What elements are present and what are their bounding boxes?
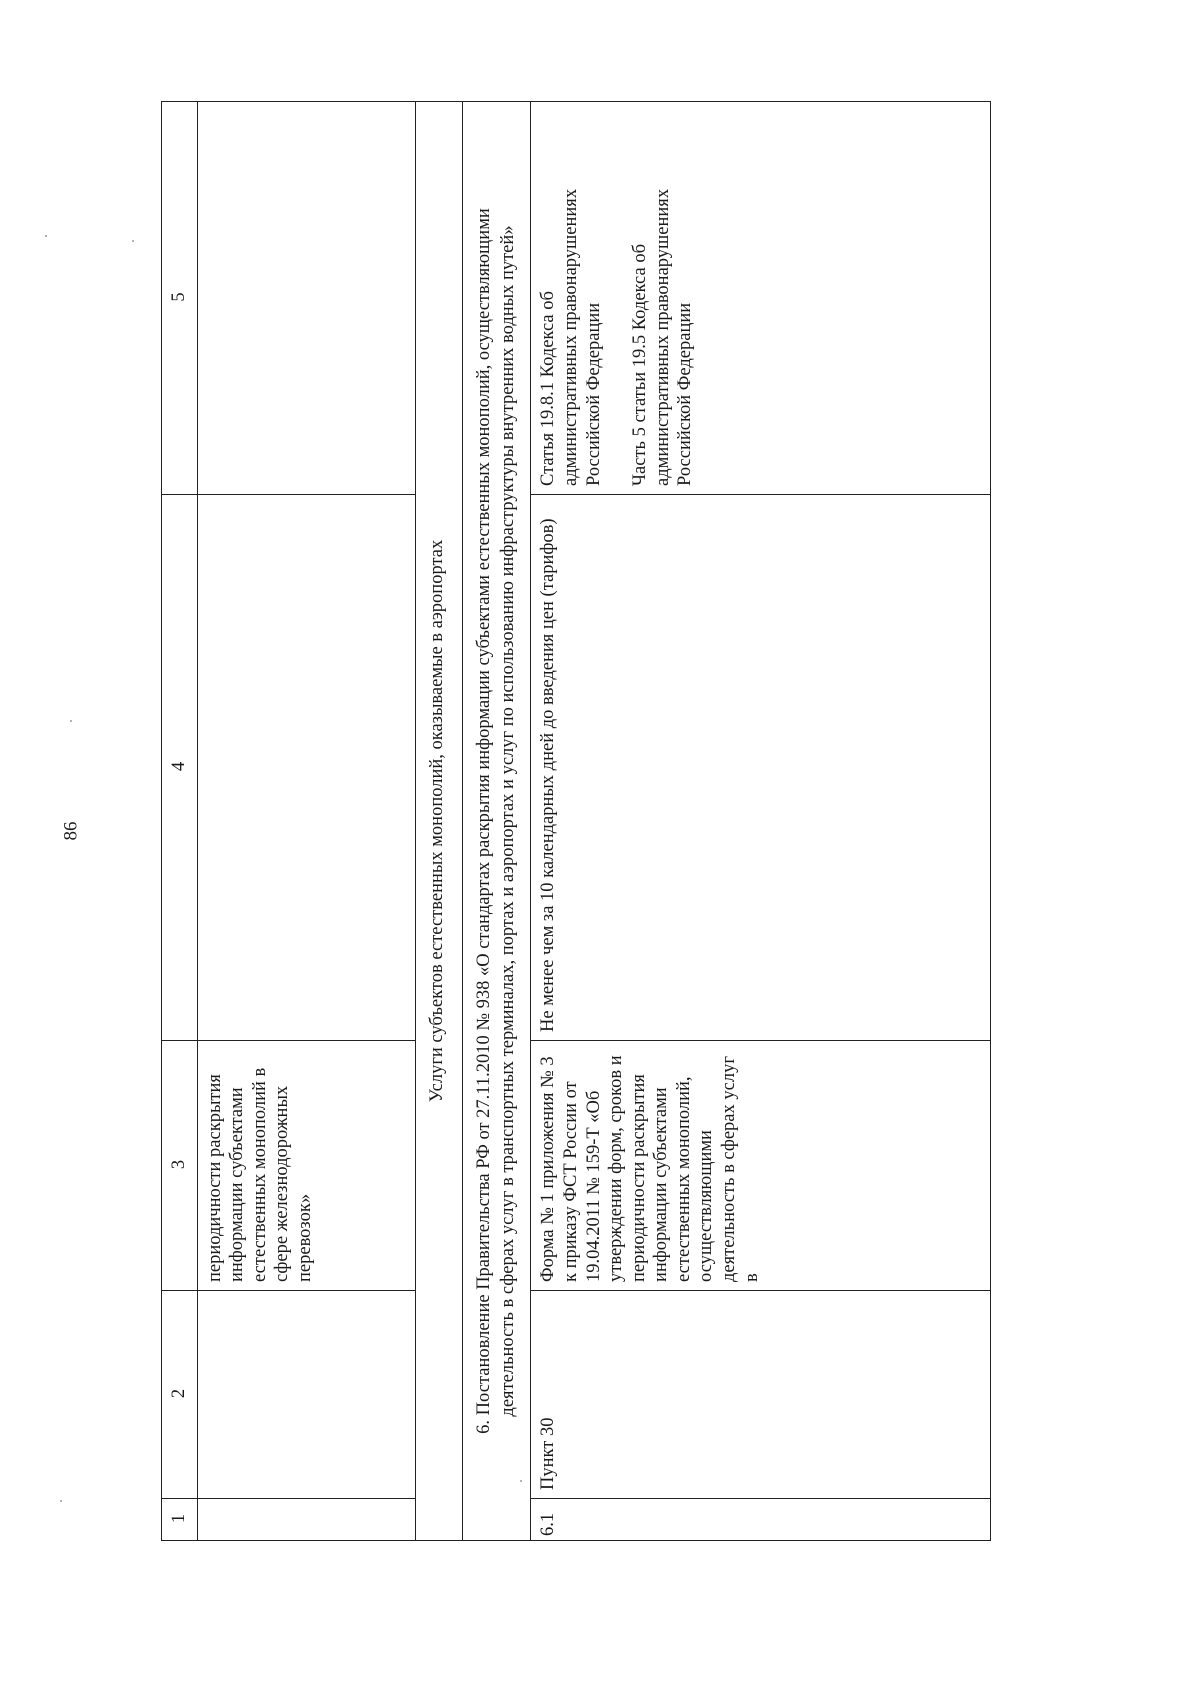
section-title-row [415,102,463,1541]
scan-artifact-dot [45,235,47,237]
column-header-5: 5 [162,102,198,495]
document-table-container [161,102,1041,1541]
regulation-title: 6. Постановление Правительства РФ от 27.11.2010 № 938 «О стандартах раскрытия информации субъектами естественных монополий, осуществляющими деятельность в сферах услуг в транспортных терминалах, портах и аэропортах и услуг по использованию инфраструктуры внутренних водных путей» [463,102,531,1541]
cell-clause [197,1291,415,1499]
regulation-table [161,101,991,1541]
header-row [162,102,198,1541]
section-title: Услуги субъектов естественных монополий, оказываемые в аэропортах [415,102,463,1541]
column-header-3: 3 [162,1041,198,1291]
cell-clause: Пункт 30 [531,1291,991,1499]
cell-number: 6.1 [531,1499,991,1541]
scan-artifact-dot [132,240,134,242]
column-header-4: 4 [162,495,198,1041]
scan-artifact-dot [70,720,72,722]
regulation-title-row [463,102,531,1541]
continuation-row [197,102,415,1541]
scan-artifact-dot [60,1500,62,1502]
liability-article-19-8-1: Статья 19.8.1 Кодекса об административных правонарушениях Российской Федерации [538,188,604,486]
cell-form: Форма № 1 приложения № 3 к приказу ФСТ России от 19.04.2011 № 159-Т «Об утверждении форм, сроков и периодичности раскрытия информации субъектами естественных монополий, осуществляющими деятельность в сферах услуг в [531,1041,991,1291]
cell-liability [531,102,991,495]
column-header-2: 2 [162,1291,198,1499]
liability-article-19-5: Часть 5 статьи 19.5 Кодекса об административных правонарушениях Российской Федерации [630,188,696,486]
cell-number [197,1499,415,1541]
cell-form: периодичности раскрытия информации субъектами естественных монополий в сфере железнодорожных перевозок» [197,1041,415,1291]
paragraph-gap [605,142,629,486]
cell-deadline: Не менее чем за 10 календарных дней до введения цен (тарифов) [531,495,991,1041]
column-header-1: 1 [162,1499,198,1541]
cell-deadline [197,495,415,1041]
page-number: 86 [60,821,82,841]
table-row [531,102,991,1541]
cell-liability [197,102,415,495]
